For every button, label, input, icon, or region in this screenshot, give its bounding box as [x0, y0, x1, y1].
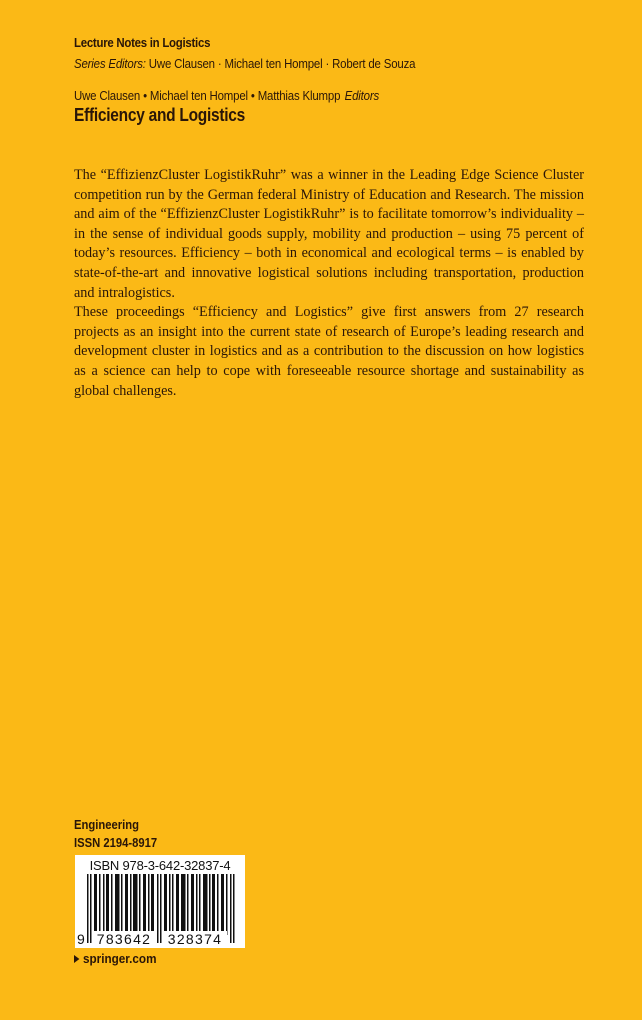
- barcode-digits-left: 783642: [93, 931, 155, 947]
- series-editors-names: Uwe Clausen · Michael ten Hompel · Robert de Souza: [148, 56, 416, 71]
- issn: ISSN 2194-8917: [74, 836, 158, 850]
- isbn-label: ISBN 978-3-642-32837-4: [89, 858, 231, 873]
- subject-category: Engineering: [74, 818, 140, 832]
- series-editors: [74, 56, 415, 71]
- barcode-box: [75, 855, 245, 948]
- springer-link-text: springer.com: [83, 951, 157, 966]
- triangle-right-icon: [74, 955, 79, 963]
- book-editors: [74, 88, 379, 103]
- book-title: Efficiency and Logistics: [74, 105, 246, 125]
- book-editors-role: Editors: [344, 88, 380, 103]
- series-editors-label: Series Editors:: [74, 56, 146, 71]
- springer-link[interactable]: [74, 951, 156, 966]
- barcode-digit-first: 9: [77, 931, 85, 947]
- book-editors-names: Uwe Clausen • Michael ten Hompel • Matthias Klumpp: [74, 88, 341, 103]
- blurb-paragraph-1: The “EffizienzCluster LogistikRuhr” was a winner in the Leading Edge Science Cluster competition run by the German federal Ministry of Education and Research. The mission and aim of the “EffizienzCluster LogistikRuhr” is to facilitate tomorrow’s individuality – in the sense of individual goods supply, mobility and production – using 75 percent of today’s resources. Efficiency – both in economical and ecological terms – is enabled by state-of-the-art and innovative logistical solutions including transportation, production and intralogistics.: [74, 167, 584, 301]
- series-title: Lecture Notes in Logistics: [74, 35, 211, 50]
- blurb-paragraph-2: These proceedings “Efficiency and Logistics” give first answers from 27 research projects as an insight into the current state of research of Europe’s leading research and development cluster in logistics and as a contribution to the discussion on how logistics as a science can help to cope with foreseeable resource shortage and sustainability as global challenges.: [74, 304, 584, 399]
- blurb: [74, 166, 584, 401]
- barcode-digits-right: 328374: [163, 931, 227, 947]
